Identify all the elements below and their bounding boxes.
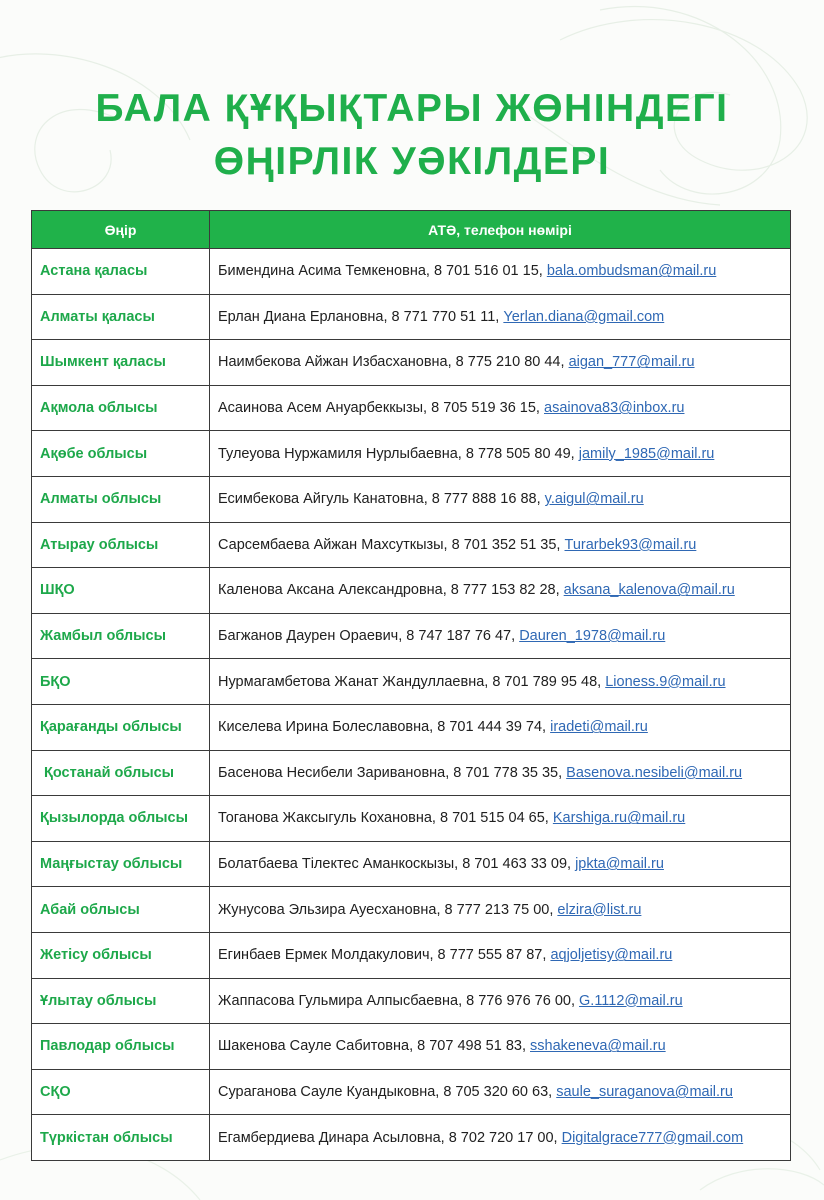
table-row bbox=[32, 1069, 791, 1115]
title-line-2: ӨҢІРЛІК УӘКІЛДЕРІ bbox=[213, 140, 611, 183]
email-link[interactable]: aqjoljetisy@mail.ru bbox=[550, 947, 673, 964]
region-name: Қызылорда облысы bbox=[32, 796, 210, 842]
table-row bbox=[32, 750, 791, 796]
email-link[interactable]: sshakeneva@mail.ru bbox=[530, 1038, 666, 1055]
contact-name-phone: Егамбердиева Динара Асыловна, 8 702 720 17 00, bbox=[218, 1129, 562, 1146]
contact-cell bbox=[210, 294, 791, 340]
email-link[interactable]: Lioness.9@mail.ru bbox=[605, 673, 726, 690]
table-row bbox=[32, 340, 791, 386]
contact-name-phone: Болатбаева Тілектес Аманкоскызы, 8 701 463 33 09, bbox=[218, 856, 576, 873]
table-row bbox=[32, 841, 791, 887]
title-line-1: БАЛА ҚҰҚЫҚТАРЫ ЖӨНІНДЕГІ bbox=[95, 87, 729, 130]
table-row bbox=[32, 431, 791, 477]
column-header-contact: АТӘ, телефон нөмірі bbox=[210, 211, 791, 249]
contact-name-phone: Есимбекова Айгуль Канатовна, 8 777 888 16 88, bbox=[218, 491, 545, 508]
contact-name-phone: Багжанов Даурен Ораевич, 8 747 187 76 47, bbox=[218, 628, 520, 645]
contact-cell bbox=[210, 613, 791, 659]
contact-name-phone: Каленова Аксана Александровна, 8 777 153 82 28, bbox=[218, 582, 564, 599]
email-link[interactable]: asainova83@inbox.ru bbox=[544, 400, 685, 417]
table-row bbox=[32, 476, 791, 522]
table-row bbox=[32, 978, 791, 1024]
contact-name-phone: Тоганова Жаксыгуль Кохановна, 8 701 515 04 65, bbox=[218, 810, 553, 827]
region-name: Ақмола облысы bbox=[32, 385, 210, 431]
contact-name-phone: Бимендина Асима Темкеновна, 8 701 516 01 15, bbox=[218, 263, 547, 280]
table-row bbox=[32, 249, 791, 295]
contact-name-phone: Сарсембаева Айжан Махсуткызы, 8 701 352 51 35, bbox=[218, 536, 565, 553]
table-row bbox=[32, 1024, 791, 1070]
email-link[interactable]: jamily_1985@mail.ru bbox=[578, 445, 715, 462]
region-name: Ұлытау облысы bbox=[32, 978, 210, 1024]
contact-cell bbox=[210, 522, 791, 568]
contact-cell bbox=[210, 841, 791, 887]
contact-cell bbox=[210, 704, 791, 750]
contact-name-phone: Сураганова Сауле Куандыковна, 8 705 320 60 63, bbox=[218, 1083, 557, 1100]
contact-cell bbox=[210, 1069, 791, 1115]
region-name: Қостанай облысы bbox=[32, 750, 210, 796]
commissioners-table bbox=[31, 210, 791, 1161]
region-name: Атырау облысы bbox=[32, 522, 210, 568]
table-row bbox=[32, 294, 791, 340]
region-name: Алматы қаласы bbox=[32, 294, 210, 340]
contact-cell bbox=[210, 385, 791, 431]
contact-cell bbox=[210, 750, 791, 796]
contact-cell bbox=[210, 1115, 791, 1161]
email-link[interactable]: saule_suraganova@mail.ru bbox=[556, 1083, 733, 1100]
table-row bbox=[32, 796, 791, 842]
email-link[interactable]: aigan_777@mail.ru bbox=[568, 354, 695, 371]
contact-name-phone: Тулеуова Нуржамиля Нурлыбаевна, 8 778 505 80 49, bbox=[218, 445, 579, 462]
contact-name-phone: Жунусова Эльзира Ауесхановна, 8 777 213 75 00, bbox=[218, 901, 558, 918]
region-name: БҚО bbox=[32, 659, 210, 705]
table-row bbox=[32, 887, 791, 933]
contact-cell bbox=[210, 476, 791, 522]
table-row bbox=[32, 932, 791, 978]
contact-name-phone: Шакенова Сауле Сабитовна, 8 707 498 51 83, bbox=[218, 1038, 531, 1055]
table-row bbox=[32, 1115, 791, 1161]
email-link[interactable]: Digitalgrace777@gmail.com bbox=[561, 1129, 744, 1146]
contact-cell bbox=[210, 340, 791, 386]
region-name: Ақөбе облысы bbox=[32, 431, 210, 477]
email-link[interactable]: aksana_kalenova@mail.ru bbox=[563, 582, 735, 599]
contact-name-phone: Егинбаев Ермек Молдакулович, 8 777 555 87 87, bbox=[218, 947, 551, 964]
email-link[interactable]: G.1112@mail.ru bbox=[579, 992, 683, 1009]
table-body bbox=[32, 249, 791, 1161]
page-title bbox=[0, 82, 824, 188]
contact-cell bbox=[210, 431, 791, 477]
table-row bbox=[32, 385, 791, 431]
region-name: Павлодар облысы bbox=[32, 1024, 210, 1070]
region-name: Астана қаласы bbox=[32, 249, 210, 295]
contact-cell bbox=[210, 568, 791, 614]
region-name: Қарағанды облысы bbox=[32, 704, 210, 750]
contact-name-phone: Ерлан Диана Ерлановна, 8 771 770 51 11, bbox=[218, 308, 504, 325]
table-row bbox=[32, 613, 791, 659]
region-name: ШҚО bbox=[32, 568, 210, 614]
region-name: Жетісу облысы bbox=[32, 932, 210, 978]
region-name: СҚО bbox=[32, 1069, 210, 1115]
email-link[interactable]: Basenova.nesibeli@mail.ru bbox=[566, 764, 743, 781]
region-name: Түркістан облысы bbox=[32, 1115, 210, 1161]
contact-cell bbox=[210, 1024, 791, 1070]
contact-cell bbox=[210, 978, 791, 1024]
email-link[interactable]: jpkta@mail.ru bbox=[575, 856, 664, 873]
email-link[interactable]: Yerlan.diana@gmail.com bbox=[503, 308, 665, 325]
table-row bbox=[32, 522, 791, 568]
table-row bbox=[32, 659, 791, 705]
contact-cell bbox=[210, 887, 791, 933]
contact-cell bbox=[210, 796, 791, 842]
email-link[interactable]: Turarbek93@mail.ru bbox=[564, 536, 697, 553]
table-row bbox=[32, 568, 791, 614]
email-link[interactable]: Karshiga.ru@mail.ru bbox=[552, 810, 686, 827]
contact-name-phone: Асаинова Асем Ануарбеккызы, 8 705 519 36 15, bbox=[218, 400, 544, 417]
email-link[interactable]: bala.ombudsman@mail.ru bbox=[546, 263, 717, 280]
contact-cell bbox=[210, 659, 791, 705]
region-name: Маңғыстау облысы bbox=[32, 841, 210, 887]
region-name: Жамбыл облысы bbox=[32, 613, 210, 659]
region-name: Алматы облысы bbox=[32, 476, 210, 522]
email-link[interactable]: iradeti@mail.ru bbox=[550, 719, 648, 736]
contact-name-phone: Басенова Несибели Заривановна, 8 701 778 35 35, bbox=[218, 764, 567, 781]
email-link[interactable]: Dauren_1978@mail.ru bbox=[519, 628, 666, 645]
contact-cell bbox=[210, 249, 791, 295]
contact-cell bbox=[210, 932, 791, 978]
email-link[interactable]: elzira@list.ru bbox=[557, 901, 642, 918]
contact-name-phone: Жаппасова Гульмира Алпысбаевна, 8 776 976 76 00, bbox=[218, 992, 580, 1009]
contact-name-phone: Киселева Ирина Болеславовна, 8 701 444 39 74, bbox=[218, 719, 551, 736]
table-row bbox=[32, 704, 791, 750]
contact-name-phone: Наимбекова Айжан Избасхановна, 8 775 210 80 44, bbox=[218, 354, 569, 371]
email-link[interactable]: y.aigul@mail.ru bbox=[544, 491, 644, 508]
column-header-region: Өңір bbox=[32, 211, 210, 249]
table-header-row bbox=[32, 211, 791, 249]
region-name: Абай облысы bbox=[32, 887, 210, 933]
region-name: Шымкент қаласы bbox=[32, 340, 210, 386]
contact-name-phone: Нурмагамбетова Жанат Жандуллаевна, 8 701 789 95 48, bbox=[218, 673, 606, 690]
